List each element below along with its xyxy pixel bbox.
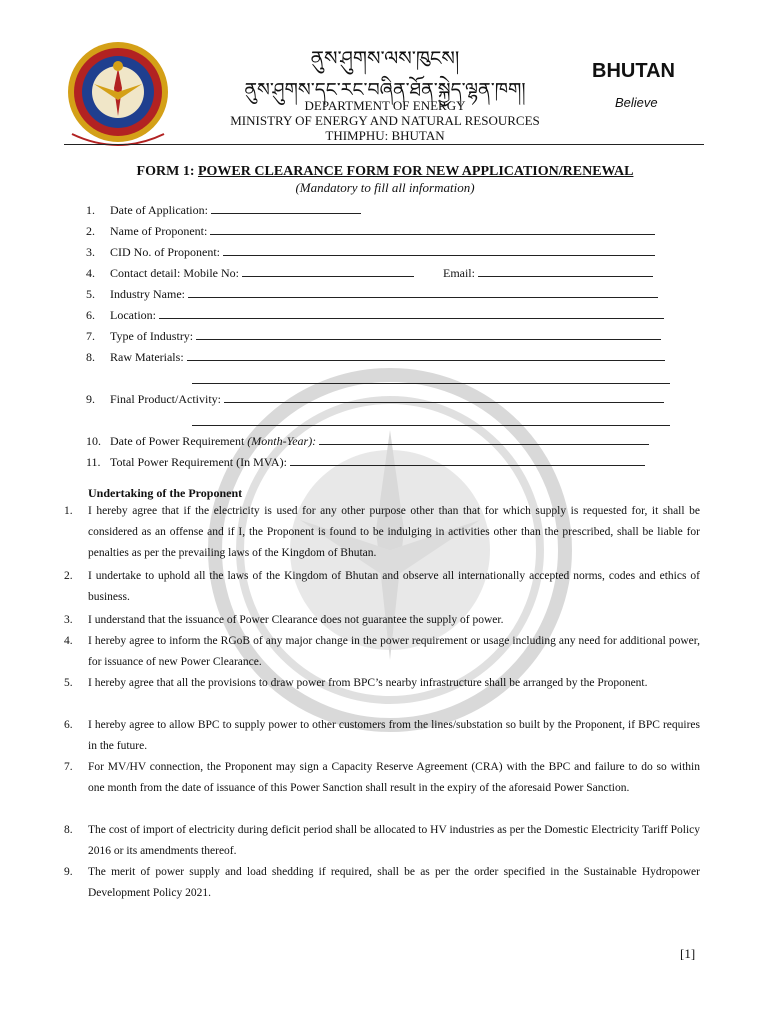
total-power-requirement-input[interactable] (290, 455, 645, 466)
name-of-proponent-input[interactable] (210, 224, 655, 235)
field-label: Final Product/Activity: (110, 392, 221, 406)
undertaking-item: I undertake to uphold all the laws of the Kingdom of Bhutan and observe all internationally accepted norms, codes and ethics of business. (88, 570, 700, 603)
field-label: Date of Application: (110, 203, 208, 217)
undertaking-item: I hereby agree to inform the RGoB of any major change in the power requirement or usage including any need for additional power, for issuance of new Power Clearance. (88, 635, 700, 668)
form-title-prefix: FORM 1: (136, 164, 198, 179)
undertaking-number: 5. (64, 677, 73, 689)
field-date-of-application (86, 203, 686, 219)
field-number: 9. (86, 392, 95, 406)
header-divider (64, 144, 704, 145)
brand-tagline: Believe (615, 95, 658, 110)
undertaking-number: 7. (64, 761, 73, 773)
department-name: DEPARTMENT OF ENERGY (304, 98, 466, 113)
undertaking-item: I hereby agree to allow BPC to supply power to other customers from the lines/substation so built by the Proponent, if BPC requires in the future. (88, 719, 700, 752)
form-title (0, 164, 770, 180)
email-input[interactable] (478, 266, 653, 277)
field-number: 2. (86, 224, 95, 238)
brand-logo-text: BHUTAN (592, 60, 675, 82)
type-of-industry-input[interactable] (196, 329, 661, 340)
undertaking-item: I understand that the issuance of Power Clearance does not guarantee the supply of power. (88, 614, 504, 626)
undertaking-number: 8. (64, 824, 73, 836)
mobile-number-input[interactable] (242, 266, 414, 277)
field-label: Industry Name: (110, 287, 185, 301)
industry-name-input[interactable] (188, 287, 658, 298)
field-number: 7. (86, 329, 95, 343)
undertaking-item: The merit of power supply and load shedding if required, shall be as per the order specified in the Sustainable Hydropower Development Policy 2021. (88, 866, 700, 899)
field-label: Total Power Requirement (In MVA): (110, 455, 287, 469)
field-industry-name (86, 287, 686, 303)
field-contact-detail (86, 266, 686, 282)
undertaking-number: 2. (64, 570, 73, 582)
form-subtitle: (Mandatory to fill all information) (295, 180, 475, 195)
location-line: THIMPHU: BHUTAN (325, 128, 445, 143)
field-number: 10. (86, 434, 101, 448)
field-number: 8. (86, 350, 95, 364)
date-of-application-input[interactable] (211, 203, 361, 214)
field-label: Contact detail: Mobile No: (110, 266, 239, 280)
undertaking-number: 3. (64, 614, 73, 626)
undertaking-item: I hereby agree that all the provisions to draw power from BPC’s nearby infrastructure shall be arranged by the Proponent. (88, 677, 648, 689)
field-raw-materials (86, 350, 686, 366)
field-number: 4. (86, 266, 95, 280)
cid-number-input[interactable] (223, 245, 655, 256)
undertaking-number: 1. (64, 505, 73, 517)
page-number: [1] (680, 946, 696, 961)
undertaking-item: I hereby agree that if the electricity is used for any other purpose other than that for which supply is requested for, it shall be considered as an offense and if I, the Proponent is found to be indulging in activities other than the prescribed, shall be liable for penalties as per the prevailing laws of the Kingdom of Bhutan. (88, 505, 700, 559)
undertaking-number: 9. (64, 866, 73, 878)
field-label: Name of Proponent: (110, 224, 208, 238)
field-number: 5. (86, 287, 95, 301)
field-label-italic: (Month-Year): (247, 434, 317, 448)
form-title-main: POWER CLEARANCE FORM FOR NEW APPLICATION/RENEWAL (197, 164, 634, 179)
field-number: 6. (86, 308, 95, 322)
field-date-of-power-requirement (86, 434, 686, 450)
final-product-input[interactable] (224, 392, 664, 403)
field-location (86, 308, 686, 324)
field-label: Raw Materials: (110, 350, 184, 364)
undertaking-heading: Undertaking of the Proponent (88, 486, 243, 500)
field-number: 1. (86, 203, 95, 217)
field-cid-number (86, 245, 686, 261)
undertaking-number: 4. (64, 635, 73, 647)
location-input[interactable] (159, 308, 664, 319)
field-final-product (86, 392, 686, 408)
raw-materials-input-line2[interactable] (192, 373, 670, 384)
field-type-of-industry (86, 329, 686, 345)
ministry-name: MINISTRY OF ENERGY AND NATURAL RESOURCES (230, 113, 540, 128)
field-label: CID No. of Proponent: (110, 245, 220, 259)
field-label: Location: (110, 308, 156, 322)
field-name-of-proponent (86, 224, 686, 240)
email-label: Email: (442, 266, 475, 280)
undertaking-item: The cost of import of electricity during deficit period shall be allocated to HV industries as per the Domestic Electricity Tariff Policy 2016 or its amendments thereof. (88, 824, 700, 857)
undertaking-item: For MV/HV connection, the Proponent may sign a Capacity Reserve Agreement (CRA) with the BPC and failure to do so within one month from the date of issuance of this Power Sanction shall result in the expiry of the aforesaid Power Sanction. (88, 761, 700, 794)
field-label: Type of Industry: (110, 329, 194, 343)
final-product-input-line2[interactable] (192, 415, 670, 426)
field-total-power-requirement (86, 455, 686, 471)
undertaking-number: 6. (64, 719, 73, 731)
field-label: Date of Power Requirement (110, 434, 248, 448)
raw-materials-input[interactable] (187, 350, 665, 361)
tibetan-ministry-name: ནུས་ཤུགས་དང་རང་བཞིན་ཐོན་སྐྱེད་ལྷན་ཁག། (244, 79, 526, 101)
tibetan-department-name: ནུས་ཤུགས་ལས་ཁུངས། (310, 46, 460, 70)
field-number: 11. (86, 455, 101, 469)
date-of-power-requirement-input[interactable] (319, 434, 649, 445)
field-number: 3. (86, 245, 95, 259)
